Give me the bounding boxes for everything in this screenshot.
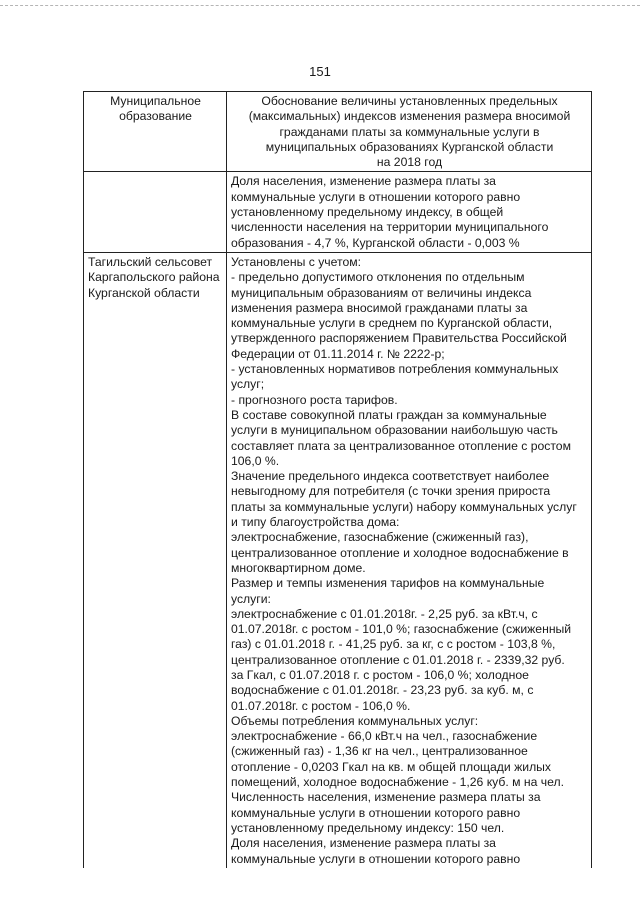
municipality-line: Тагильский сельсовет <box>88 254 213 269</box>
header-justification-line: (максимальных) индексов изменения размера вносимой <box>248 109 571 124</box>
municipality-line: Курганской области <box>88 285 200 300</box>
header-justification-line: гражданами платы за коммунальные услуги в <box>279 124 540 139</box>
text-line: муниципальным образованиям от величины индекса <box>231 285 532 300</box>
text-line: за Гкал, с 01.07.2018 г. с ростом - 106,0 %; холодное <box>231 667 529 682</box>
text-line: образования - 4,7 %, Курганской области - 0,003 % <box>231 235 520 250</box>
text-line: численности населения на территории муниципального <box>231 220 549 235</box>
text-line: электроснабжение - 66,0 кВт.ч на чел., газоснабжение <box>231 729 538 744</box>
page-number: 151 <box>309 64 331 79</box>
text-line: Установлены с учетом: <box>231 254 361 269</box>
text-line: установленному предельному индексу, в общей <box>231 205 504 220</box>
text-line: Объемы потребления коммунальных услуг: <box>231 713 479 728</box>
text-line: - установленных нормативов потребления коммунальных <box>231 362 559 377</box>
text-line: платы за коммунальные услуги) набору коммунальных услуг <box>231 499 577 514</box>
text-line: установленному предельному индексу: 150 чел. <box>231 820 505 835</box>
header-justification-line: на 2018 год <box>376 155 443 170</box>
text-line: невыгодному для потребителя (с точки зрения прироста <box>231 484 551 499</box>
header-justification-line: муниципальных образованиях Курганской области <box>265 139 554 154</box>
tariff-justification-table <box>83 91 592 868</box>
text-line: В составе совокупной платы граждан за коммунальные <box>231 407 547 422</box>
text-line: - предельно допустимого отклонения по отдельным <box>231 270 525 285</box>
text-line: коммунальные услуги в среднем по Курганской области, <box>231 316 553 331</box>
municipality-cell <box>84 252 227 867</box>
text-line: коммунальные услуги в отношении которого равно <box>231 851 521 866</box>
header-municipality-line: Муниципальное <box>110 94 201 108</box>
text-line: централизованное отопление с 01.01.2018 г. - 2339,32 руб. <box>231 652 565 667</box>
text-line: коммунальные услуги в отношении которого равно <box>231 189 521 204</box>
text-line: Федерации от 01.11.2014 г. № 2222-р; <box>231 346 445 361</box>
top-scan-rule <box>0 5 640 6</box>
continuation-municipality-cell <box>84 172 227 252</box>
text-line: 106,0 %. <box>231 453 280 468</box>
text-line: (сжиженный газ) - 1,36 кг на чел., централизованное <box>231 744 528 759</box>
text-line: отопление - 0,0203 Гкал на кв. м общей площади жилых <box>231 759 552 774</box>
text-line: 01.07.2018г. с ростом - 106,0 %. <box>231 698 411 713</box>
municipality-line: Каргапольского района <box>88 270 220 285</box>
text-line: электроснабжение, газоснабжение (сжиженный газ), <box>231 530 529 545</box>
text-line: Доля населения, изменение размера платы за <box>231 836 496 851</box>
table-row-continuation <box>84 172 592 252</box>
text-line: услуг; <box>231 377 265 392</box>
text-line: Доля населения, изменение размера платы за <box>231 174 496 189</box>
text-line: централизованное отопление и холодное водоснабжение в <box>231 545 569 560</box>
text-line: составляет плата за централизованное отопление с ростом <box>231 438 571 453</box>
text-line: и типу благоустройства дома: <box>231 515 400 530</box>
header-municipality-line: образование <box>119 109 192 124</box>
text-line: многоквартирном доме. <box>231 560 366 575</box>
text-line: 01.07.2018г. с ростом - 101,0 %; газоснабжение (сжиженный <box>231 622 572 637</box>
text-line: электроснабжение с 01.01.2018г. - 2,25 руб. за кВт.ч, с <box>231 606 538 621</box>
table-row-tagilsky <box>84 252 592 867</box>
text-line: услуги в муниципальном образовании наибольшую часть <box>231 423 558 438</box>
text-line: водоснабжение с 01.01.2018г. - 23,23 руб. за куб. м, с <box>231 683 534 698</box>
justification-text-cell <box>227 252 592 867</box>
header-justification <box>227 92 592 172</box>
text-line: Значение предельного индекса соответствует наиболее <box>231 469 550 484</box>
text-line: изменения размера вносимой гражданами платы за <box>231 300 528 315</box>
text-line: коммунальные услуги в отношении которого равно <box>231 805 521 820</box>
text-line: Размер и темпы изменения тарифов на коммунальные <box>231 576 545 591</box>
text-line: помещений, холодное водоснабжение - 1,26 куб. м на чел. <box>231 775 565 790</box>
text-line: - прогнозного роста тарифов. <box>231 392 398 407</box>
text-line: утвержденного распоряжением Правительства Российской <box>231 331 567 346</box>
text-line: газ) с 01.01.2018 г. - 41,25 руб. за кг, с с ростом - 103,8 %, <box>231 637 556 652</box>
table-header-row <box>84 92 592 172</box>
text-line: Численность населения, изменение размера платы за <box>231 790 541 805</box>
continuation-text-cell <box>227 172 592 252</box>
header-justification-line: Обоснование величины установленных предельных <box>261 94 558 108</box>
header-municipality <box>84 92 227 172</box>
text-line: услуги: <box>231 591 271 606</box>
